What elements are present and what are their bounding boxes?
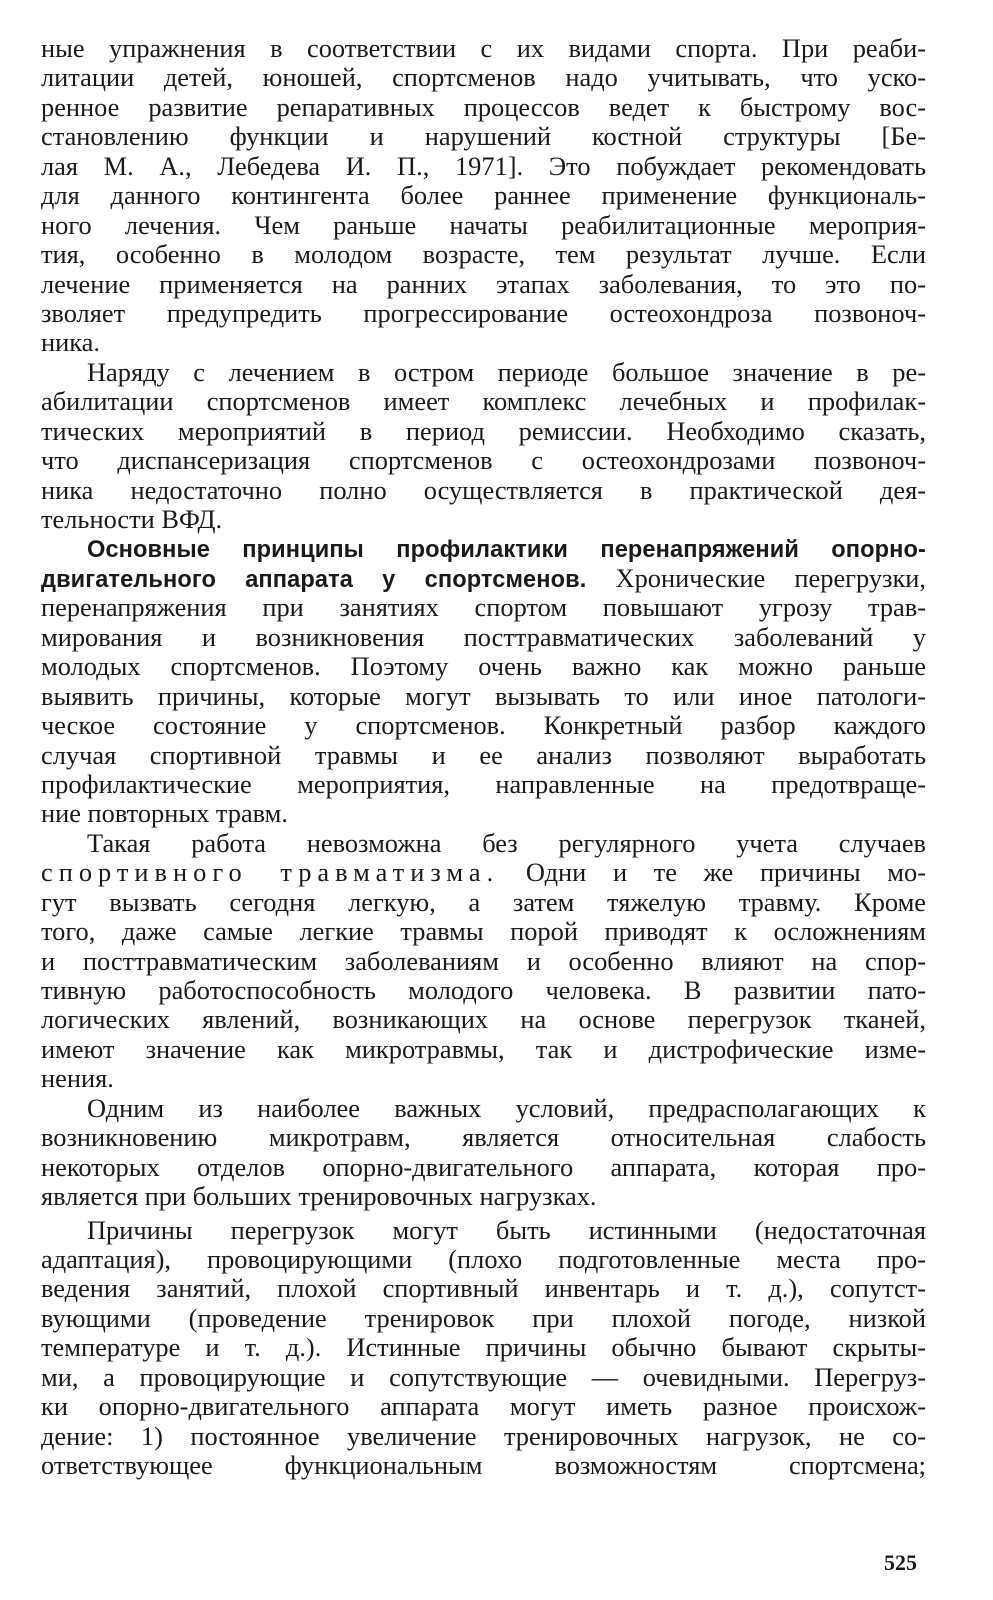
text-line: ми, а провоцирующие и сопутствующие — очевидными. Перегруз-	[41, 1361, 926, 1392]
text-line: Такая работа невозможна без регулярного учета случаев	[87, 827, 926, 858]
text-line: температуре и т. д.). Истинные причины обычно бывают скрыты-	[41, 1332, 926, 1363]
text-line: дение: 1) постоянное увеличение тренировочных нагрузок, не со-	[41, 1420, 926, 1451]
text-line: гут вызвать сегодня легкую, а затем тяжелую травму. Кроме	[41, 886, 926, 917]
section-heading: двигательного аппарата у спортсменов.	[41, 566, 587, 593]
text-line	[41, 534, 926, 563]
text-line: адаптация), провоцирующими (плохо подготовленные места про-	[41, 1243, 926, 1274]
text-line: литации детей, юношей, спортсменов надо учитывать, что уско-	[41, 62, 926, 93]
text-line: ответствующее функциональным возможностям спортсмена;	[41, 1450, 926, 1480]
text-line: тельности ВФД.	[41, 504, 223, 534]
text-line: выявить причины, которые могут вызывать то или иное патологи-	[41, 680, 926, 711]
text-line: абилитации спортсменов имеет комплекс лечебных и профилак-	[41, 386, 926, 417]
text-line: ческое состояние у спортсменов. Конкретный разбор каждого	[41, 710, 926, 741]
text-line: мирования и возникновения посттравматических заболеваний у	[41, 621, 926, 652]
text-line: является при больших тренировочных нагрузках.	[41, 1181, 597, 1212]
text-line: для данного контингента более раннее применение функциональ-	[41, 180, 926, 211]
text-line: вующими (проведение тренировок при плохой погоде, низкой	[41, 1302, 926, 1333]
page-body	[41, 34, 926, 1480]
text-line: ки опорно-двигательного аппарата могут иметь разное происхож-	[41, 1391, 926, 1422]
text-line: ренное развитие репаративных процессов ведет к быстрому вос-	[41, 91, 926, 122]
paragraph-4	[41, 829, 926, 1094]
text-line: зволяет предупредить прогрессирование остеохондроза позвоноч-	[41, 297, 926, 328]
text-line: молодых спортсменов. Поэтому очень важно как можно раньше	[41, 651, 926, 682]
text-line: Наряду с лечением в остром периоде большое значение в ре-	[87, 356, 926, 387]
text-line: ние повторных травм.	[41, 798, 288, 829]
text-line: Причины перегрузок могут быть истинными (недостаточная	[87, 1214, 926, 1245]
text-line: имеют значение как микротравмы, так и дистрофические изме-	[41, 1033, 926, 1064]
heading-tail: Хронические перегрузки,	[586, 562, 926, 593]
text-line	[41, 564, 926, 593]
text-line: ника.	[41, 327, 100, 358]
text-line: логических явлений, возникающих на основе перегрузок тканей,	[41, 1004, 926, 1035]
text-line: лая М. А., Лебедева И. П., 1971]. Это побуждает рекомендовать	[41, 150, 926, 181]
text-line: возникновению микротравм, является относительная слабость	[41, 1122, 926, 1153]
paragraph-6	[41, 1216, 926, 1481]
text-line: Одним из наиболее важных условий, предрасполагающих к	[87, 1092, 926, 1123]
text-line: тических мероприятий в период ремиссии. Необходимо сказать,	[41, 415, 926, 446]
phrase-tail: Одни и те же причины мо-	[499, 857, 926, 888]
text-line: становлению функции и нарушений костной структуры [Бе-	[41, 121, 926, 152]
paragraph-3	[41, 534, 926, 828]
text-line: ника недостаточно полно осуществляется в практической дея-	[41, 474, 926, 505]
text-line: случая спортивной травмы и ее анализ позволяют выработать	[41, 739, 926, 770]
paragraph-5	[41, 1094, 926, 1212]
section-heading: Основные принципы профилактики перенапряжений опорно-	[87, 537, 926, 564]
emphasized-phrase: спортивного травматизма.	[41, 857, 500, 888]
text-line: тия, особенно в молодом возрасте, тем результат лучше. Если	[41, 239, 926, 270]
text-line: лечение применяется на ранних этапах заболевания, то это по-	[41, 268, 926, 299]
text-line: нения.	[41, 1063, 114, 1094]
text-line: и посттравматическим заболеваниям и особенно влияют на спор-	[41, 945, 926, 976]
text-line: того, даже самые легкие травмы порой приводят к осложнениям	[41, 916, 926, 947]
text-line: перенапряжения при занятиях спортом повышают угрозу трав-	[41, 592, 926, 623]
text-line: профилактические мероприятия, направленные на предотвраще-	[41, 768, 926, 799]
paragraph-1	[41, 34, 926, 358]
page-number: 525	[884, 1550, 917, 1575]
text-line: ведения занятий, плохой спортивный инвентарь и т. д.), сопутст-	[41, 1273, 926, 1304]
text-line: ные упражнения в соответствии с их видами спорта. При реаби-	[41, 33, 926, 63]
text-line: ного лечения. Чем раньше начаты реабилитационные мероприя-	[41, 209, 926, 240]
text-line: тивную работоспособность молодого человека. В развитии пато-	[41, 975, 926, 1005]
text-line	[41, 858, 926, 887]
text-line: некоторых отделов опорно-двигательного аппарата, которая про-	[41, 1151, 926, 1182]
paragraph-2	[41, 358, 926, 535]
text-line: что диспансеризация спортсменов с остеохондрозами позвоноч-	[41, 445, 926, 476]
